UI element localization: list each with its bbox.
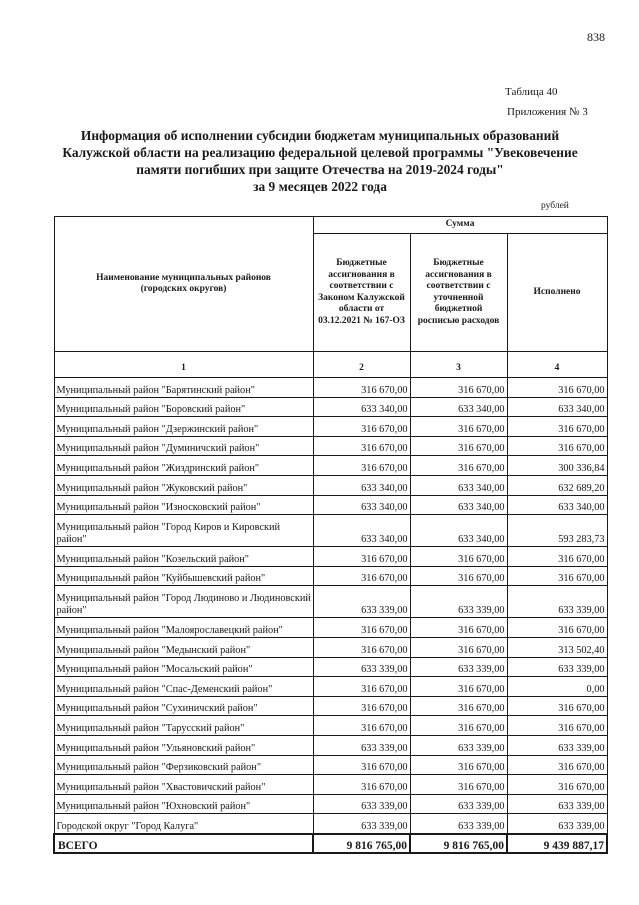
district-name: Муниципальный район "Козельский район" xyxy=(54,547,313,567)
total-executed: 9 439 887,17 xyxy=(507,834,607,853)
district-name: Муниципальный район "Город Людиново и Людиновский район" xyxy=(54,586,313,618)
revised-allocation: 633 339,00 xyxy=(410,814,507,834)
table-row xyxy=(54,566,607,586)
table-row xyxy=(54,696,607,716)
table-row xyxy=(54,618,607,638)
executed-amount: 633 339,00 xyxy=(507,794,607,814)
revised-allocation: 316 670,00 xyxy=(410,618,507,638)
revised-allocation: 316 670,00 xyxy=(410,696,507,716)
law-allocation: 316 670,00 xyxy=(313,436,410,456)
revised-allocation: 633 340,00 xyxy=(410,475,507,495)
executed-amount: 633 339,00 xyxy=(507,735,607,755)
law-allocation: 316 670,00 xyxy=(313,456,410,476)
district-name: Муниципальный район "Ульяновский район" xyxy=(54,735,313,755)
page-number: 838 xyxy=(587,30,605,44)
district-name: Муниципальный район "Мосальский район" xyxy=(54,657,313,677)
district-name: Муниципальный район "Дзержинский район" xyxy=(54,417,313,437)
table-label: Таблица 40 xyxy=(505,86,558,98)
revised-allocation: 316 670,00 xyxy=(410,436,507,456)
subsidy-table xyxy=(53,216,608,854)
table-row xyxy=(54,586,607,618)
table-row xyxy=(54,515,607,547)
revised-allocation: 316 670,00 xyxy=(410,417,507,437)
executed-amount: 633 339,00 xyxy=(507,814,607,834)
district-name: Муниципальный район "Город Киров и Кировский район" xyxy=(54,515,313,547)
column-number: 1 xyxy=(54,352,313,378)
revised-allocation: 316 670,00 xyxy=(410,775,507,795)
revised-allocation: 316 670,00 xyxy=(410,456,507,476)
law-allocation: 316 670,00 xyxy=(313,755,410,775)
header-executed: Исполнено xyxy=(507,234,607,352)
law-allocation: 633 339,00 xyxy=(313,735,410,755)
executed-amount: 632 689,20 xyxy=(507,475,607,495)
executed-amount: 316 670,00 xyxy=(507,417,607,437)
revised-allocation: 316 670,00 xyxy=(410,566,507,586)
law-allocation: 316 670,00 xyxy=(313,775,410,795)
table-row xyxy=(54,495,607,515)
executed-amount: 633 339,00 xyxy=(507,586,607,618)
district-name: Муниципальный район "Юхновский район" xyxy=(54,794,313,814)
district-name: Городской округ "Город Калуга" xyxy=(54,814,313,834)
annex-label: Приложения № 3 xyxy=(507,106,588,118)
law-allocation: 316 670,00 xyxy=(313,696,410,716)
law-allocation: 316 670,00 xyxy=(313,677,410,697)
header-sum-group: Сумма xyxy=(313,217,607,234)
header-law-allocation: Бюджетные ассигнования в соответствии с Законом Калужской области от 03.12.2021 № 167-ОЗ xyxy=(313,234,410,352)
total-label: ВСЕГО xyxy=(54,834,313,853)
total-row xyxy=(54,834,607,853)
district-name: Муниципальный район "Ферзиковский район" xyxy=(54,755,313,775)
executed-amount: 313 502,40 xyxy=(507,637,607,657)
revised-allocation: 633 339,00 xyxy=(410,794,507,814)
executed-amount: 316 670,00 xyxy=(507,618,607,638)
table-row xyxy=(54,436,607,456)
revised-allocation: 316 670,00 xyxy=(410,378,507,398)
law-allocation: 633 340,00 xyxy=(313,495,410,515)
revised-allocation: 316 670,00 xyxy=(410,755,507,775)
district-name: Муниципальный район "Думиничский район" xyxy=(54,436,313,456)
revised-allocation: 633 340,00 xyxy=(410,397,507,417)
header-revised-allocation: Бюджетные ассигнования в соответствии с уточненной бюджетной росписью расходов xyxy=(410,234,507,352)
law-allocation: 633 339,00 xyxy=(313,794,410,814)
law-allocation: 316 670,00 xyxy=(313,378,410,398)
law-allocation: 633 339,00 xyxy=(313,814,410,834)
district-name: Муниципальный район "Боровский район" xyxy=(54,397,313,417)
revised-allocation: 633 339,00 xyxy=(410,735,507,755)
title-line: Калужской области на реализацию федеральной целевой программы "Увековечение xyxy=(62,145,578,160)
law-allocation: 633 340,00 xyxy=(313,475,410,495)
header-name-column: Наименование муниципальных районов (городских округов) xyxy=(54,217,313,352)
executed-amount: 633 340,00 xyxy=(507,495,607,515)
executed-amount: 300 336,84 xyxy=(507,456,607,476)
table-row xyxy=(54,716,607,736)
executed-amount: 633 340,00 xyxy=(507,397,607,417)
district-name: Муниципальный район "Износковский район" xyxy=(54,495,313,515)
law-allocation: 633 340,00 xyxy=(313,515,410,547)
table-row xyxy=(54,755,607,775)
table-row xyxy=(54,677,607,697)
revised-allocation: 633 340,00 xyxy=(410,515,507,547)
law-allocation: 316 670,00 xyxy=(313,716,410,736)
law-allocation: 316 670,00 xyxy=(313,566,410,586)
executed-amount: 316 670,00 xyxy=(507,716,607,736)
table-row xyxy=(54,735,607,755)
table-row xyxy=(54,456,607,476)
title-line: памяти погибших при защите Отечества на 2019-2024 годы" xyxy=(136,162,504,177)
revised-allocation: 316 670,00 xyxy=(410,637,507,657)
revised-allocation: 633 339,00 xyxy=(410,586,507,618)
table-row xyxy=(54,475,607,495)
table-row xyxy=(54,378,607,398)
executed-amount: 0,00 xyxy=(507,677,607,697)
executed-amount: 316 670,00 xyxy=(507,775,607,795)
table-row xyxy=(54,637,607,657)
total-law-allocation: 9 816 765,00 xyxy=(313,834,410,853)
law-allocation: 633 340,00 xyxy=(313,397,410,417)
executed-amount: 593 283,73 xyxy=(507,515,607,547)
district-name: Муниципальный район "Хвастовичский район" xyxy=(54,775,313,795)
title-line: Информация об исполнении субсидии бюджетам муниципальных образований xyxy=(80,128,560,143)
district-name: Муниципальный район "Медынский район" xyxy=(54,637,313,657)
district-name: Муниципальный район "Жуковский район" xyxy=(54,475,313,495)
executed-amount: 316 670,00 xyxy=(507,436,607,456)
revised-allocation: 633 340,00 xyxy=(410,495,507,515)
executed-amount: 316 670,00 xyxy=(507,755,607,775)
table-row xyxy=(54,794,607,814)
revised-allocation: 633 339,00 xyxy=(410,657,507,677)
law-allocation: 316 670,00 xyxy=(313,417,410,437)
revised-allocation: 316 670,00 xyxy=(410,716,507,736)
column-number: 4 xyxy=(507,352,607,378)
units-label: рублей xyxy=(541,201,569,211)
executed-amount: 633 339,00 xyxy=(507,657,607,677)
district-name: Муниципальный район "Куйбышевский район" xyxy=(54,566,313,586)
law-allocation: 316 670,00 xyxy=(313,618,410,638)
district-name: Муниципальный район "Тарусский район" xyxy=(54,716,313,736)
table-row xyxy=(54,814,607,834)
district-name: Муниципальный район "Спас-Деменский район" xyxy=(54,677,313,697)
column-number: 3 xyxy=(410,352,507,378)
executed-amount: 316 670,00 xyxy=(507,696,607,716)
table-row xyxy=(54,397,607,417)
district-name: Муниципальный район "Барятинский район" xyxy=(54,378,313,398)
executed-amount: 316 670,00 xyxy=(507,378,607,398)
law-allocation: 316 670,00 xyxy=(313,637,410,657)
title-line: за 9 месяцев 2022 года xyxy=(253,179,387,194)
table-row xyxy=(54,547,607,567)
executed-amount: 316 670,00 xyxy=(507,566,607,586)
total-revised-allocation: 9 816 765,00 xyxy=(410,834,507,853)
table-row xyxy=(54,417,607,437)
law-allocation: 633 339,00 xyxy=(313,586,410,618)
table-row xyxy=(54,775,607,795)
district-name: Муниципальный район "Малоярославецкий район" xyxy=(54,618,313,638)
column-number: 2 xyxy=(313,352,410,378)
document-title xyxy=(40,127,600,195)
law-allocation: 633 339,00 xyxy=(313,657,410,677)
executed-amount: 316 670,00 xyxy=(507,547,607,567)
law-allocation: 316 670,00 xyxy=(313,547,410,567)
revised-allocation: 316 670,00 xyxy=(410,547,507,567)
district-name: Муниципальный район "Сухиничский район" xyxy=(54,696,313,716)
district-name: Муниципальный район "Жиздринский район" xyxy=(54,456,313,476)
revised-allocation: 316 670,00 xyxy=(410,677,507,697)
table-row xyxy=(54,657,607,677)
